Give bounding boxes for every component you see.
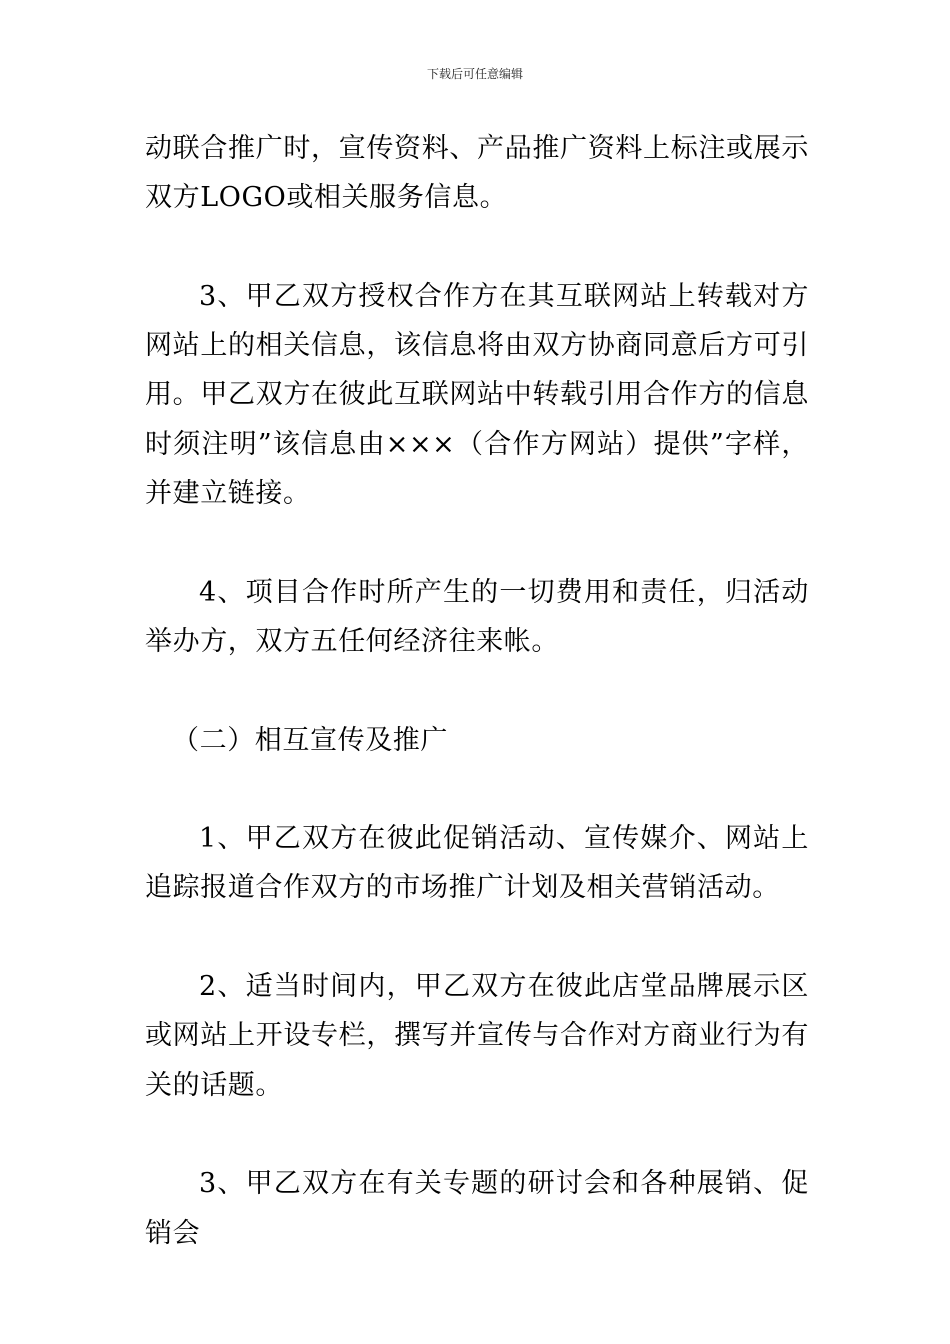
paragraph-item-1-promotion: 1、甲乙双方在彼此促销活动、宣传媒介、网站上追踪报道合作双方的市场推广计划及相关营销活动。 [145, 823, 809, 904]
page-header: 下载后可任意编辑 [426, 67, 523, 81]
paragraph-item-2-column: 2、适当时间内，甲乙双方在彼此店堂品牌展示区或网站上开设专栏，撰写并宣传与合作对方商业行为有关的话题。 [145, 971, 809, 1101]
paragraph-item-4-costs: 4、项目合作时所产生的一切费用和责任，归活动举办方，双方五任何经济往来帐。 [145, 576, 809, 657]
paragraph-gap [145, 518, 809, 567]
paragraph-gap [145, 666, 809, 715]
paragraph-gap [145, 913, 809, 962]
document-body [145, 124, 809, 1258]
paragraph-item-3-seminars: 3、甲乙双方在有关专题的研讨会和各种展销、促销会 [145, 1168, 809, 1249]
paragraph-gap [145, 765, 809, 814]
section-heading: （二）相互宣传及推广 [172, 724, 448, 756]
paragraph-gap [145, 1110, 809, 1159]
paragraph-item-3-authorization: 3、甲乙双方授权合作方在其互联网站上转载对方网站上的相关信息，该信息将由双方协商同意后方可引用。甲乙双方在彼此互联网站中转载引用合作方的信息时须注明”该信息由×××（合作方网站）提供”字样，并建立链接。 [145, 280, 809, 510]
paragraph-gap [145, 223, 809, 272]
paragraph-continued: 动联合推广时，宣传资料、产品推广资料上标注或展示双方LOGO或相关服务信息。 [145, 133, 809, 214]
